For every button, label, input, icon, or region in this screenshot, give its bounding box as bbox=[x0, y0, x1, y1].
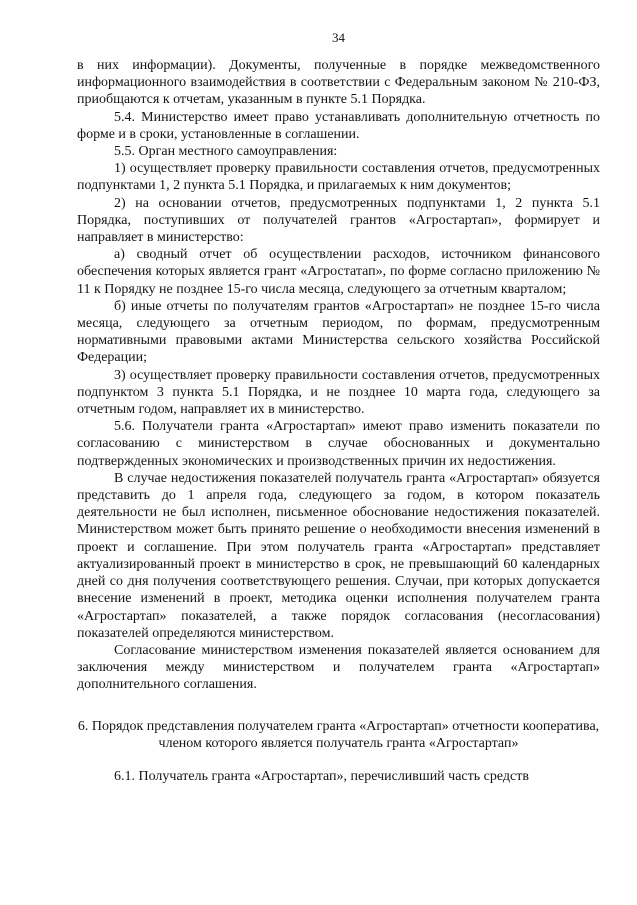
paragraph-agreement: Согласование министерством изменения показателей является основанием для заключения между министерством и получателем гранта «Агростартап» дополнительного соглашения. bbox=[77, 642, 600, 693]
paragraph-non-achievement: В случае недостижения показателей получатель гранта «Агростартап» обязуется представить до 1 апреля года, следующего за годом, в котором показатель деятельности не был исполнен, письменное обоснование недостижения показателей. Министерством может быть принято решение о необходимости внесения изменений в проект и соглашение. При этом получатель гранта «Агростартап» представляет актуализированный проект в министерство в срок, не превышающий 60 календарных дней со дня получения соответствующего решения. Случаи, при которых допускается внесение изменений в проект, методика оценки исполнения получателем гранта «Агростартап» показателей, а также порядок согласования (несогласования) показателей определяются министерством. bbox=[77, 470, 600, 641]
paragraph-5-4: 5.4. Министерство имеет право устанавливать дополнительную отчетность по форме и в сроки, установленные в соглашении. bbox=[77, 109, 600, 142]
paragraph-6-1: 6.1. Получатель гранта «Агростартап», перечисливший часть средств bbox=[114, 768, 529, 784]
paragraph-5-6: 5.6. Получатели гранта «Агростартап» имеют право изменить показатели по согласованию с министерством в случае обоснованных и документально подтвержденных экономических и производственных причин их недостижения. bbox=[77, 419, 600, 469]
section-6-heading: 6. Порядок представления получателем гранта «Агростартап» отчетности кооператива, членом которого является получатель гранта «Агростартап» bbox=[77, 718, 600, 751]
paragraph-5-5-item-2b: б) иные отчеты по получателям грантов «Агростартап» не позднее 15-го числа месяца, следующего за отчетным периодом, по формам, предусмотренным нормативными правовыми актами Министерства сельского хозяйства Российской Федерации; bbox=[77, 298, 600, 366]
paragraph-5-5-item-2: 2) на основании отчетов, предусмотренных подпунктами 1, 2 пункта 5.1 Порядка, поступивших от получателей грантов «Агростартап», формирует и направляет в министерство: bbox=[77, 195, 600, 246]
paragraph-5-5-item-2a: а) сводный отчет об осуществлении расходов, источником финансового обеспечения которых является грант «Агростатап», по форме согласно приложению № 11 к Порядку не позднее 15-го числа месяца, следующего за отчетным кварталом; bbox=[77, 247, 600, 297]
paragraph-5-5-item-1: 1) осуществляет проверку правильности составления отчетов, предусмотренных подпунктами 1, 2 пункта 5.1 Порядка, и прилагаемых к ним документов; bbox=[77, 161, 600, 194]
paragraph-continuation: в них информации). Документы, полученные в порядке межведомственного информационного взаимодействия в соответствии с Федеральным законом № 210-ФЗ, приобщаются к отчетам, указанным в пункте 5.1 Порядка. bbox=[77, 58, 600, 108]
paragraph-5-5: 5.5. Орган местного самоуправления: bbox=[114, 144, 338, 160]
page-number: 34 bbox=[332, 30, 345, 45]
paragraph-5-5-item-3: 3) осуществляет проверку правильности составления отчетов, предусмотренных подпунктом 3 пункта 5.1 Порядка, и не позднее 10 марта года, следующего за отчетным годом, направляет их в министерство. bbox=[77, 367, 600, 418]
